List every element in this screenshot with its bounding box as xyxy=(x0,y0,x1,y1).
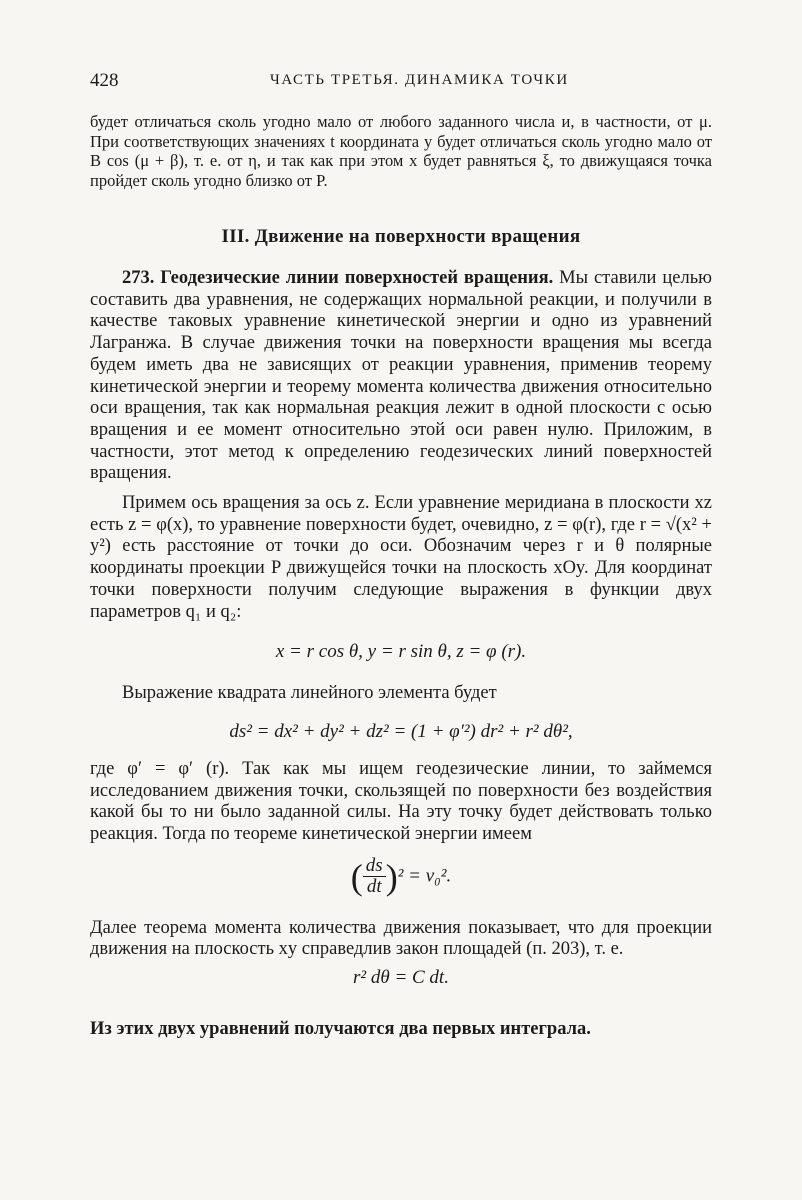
paragraph-text: Мы ставили целью составить два уравнения, не содержащих нормальной реакции, и получили в качестве таковых уравнение кинетической энергии и одно из уравнений Лагранжа. В случае движения точки на поверхности вращения мы всегда будем иметь два не зависящих от реакции уравнения, применив теорему кинетической энергии и теорему момента количества движения относительно оси вращения, так как нормальная реакция лежит в одной плоскости с осью вращения и ее момент относительно этой оси равен нулю. Приложим, в частности, этот метод к определению геодезических линий поверхностей вращения. xyxy=(90,268,712,484)
formula-line-element: ds² = dx² + dy² + dz² = (1 + φ′²) dr² + r² dθ², xyxy=(229,720,573,742)
fraction-numerator: ds xyxy=(363,856,386,877)
running-title: ЧАСТЬ ТРЕТЬЯ. ДИНАМИКА ТОЧКИ xyxy=(270,72,569,88)
formula-areas-law: r² dθ = C dt. xyxy=(353,967,449,989)
formula-energy: ( $\frac{ds}{dt}$ )² = v₀². xyxy=(350,855,452,898)
section-title: III. Движение на поверхности вращения xyxy=(221,226,581,247)
paragraph-273 xyxy=(90,268,712,485)
fraction xyxy=(363,856,386,897)
paragraph-areas: Далее теорема момента количества движения показывает, что для проекции движения на плоскость xy справедлив закон площадей (п. 203), т. е. xyxy=(90,917,712,960)
intro-paragraph: будет отличаться сколь угодно мало от любого заданного числа и, в частности, от μ. При соответствующих значениях t координата y будет отличаться сколь угодно мало от B cos (μ + β), т. е. от η, и так как при этом x будет равняться ξ, то движущаяся точка пройдет сколь угодно близко от P. xyxy=(90,112,712,190)
page-content xyxy=(90,112,712,1040)
formula-rhs: ² = v₀². xyxy=(397,865,452,887)
paragraph-line-element: Выражение квадрата линейного элемента будет xyxy=(122,683,497,704)
page-number: 428 xyxy=(90,70,119,91)
paragraph-geodesic: где φ′ = φ′ (r). Так как мы ищем геодезические линии, то займемся исследованием движения точки, скользящей по поверхности без воздействия какой бы то ни было заданной силы. На эту точку будет действовать только реакция. Тогда по теореме кинетической энергии имеем xyxy=(90,758,712,845)
paragraph-heading: 273. Геодезические линии поверхностей вращения. xyxy=(122,268,554,288)
paragraph-axis: Примем ось вращения за ось z. Если уравнение меридиана в плоскости xz есть z = φ(x), то уравнение поверхности будет, очевидно, z = φ(r), где r = √(x² + y²) есть расстояние от точки до оси. Обозначим через r и θ полярные координаты проекции P движущейся точки на плоскость xOy. Для координат точки поверхности получим следующие выражения в функции двух параметров q₁ и q₂: xyxy=(90,493,712,622)
page-header xyxy=(90,70,712,96)
formula-coordinates: x = r cos θ, y = r sin θ, z = φ (r). xyxy=(275,641,527,663)
fraction-denominator: dt xyxy=(366,876,382,898)
final-statement: Из этих двух уравнений получаются два первых интеграла. xyxy=(90,1019,591,1040)
